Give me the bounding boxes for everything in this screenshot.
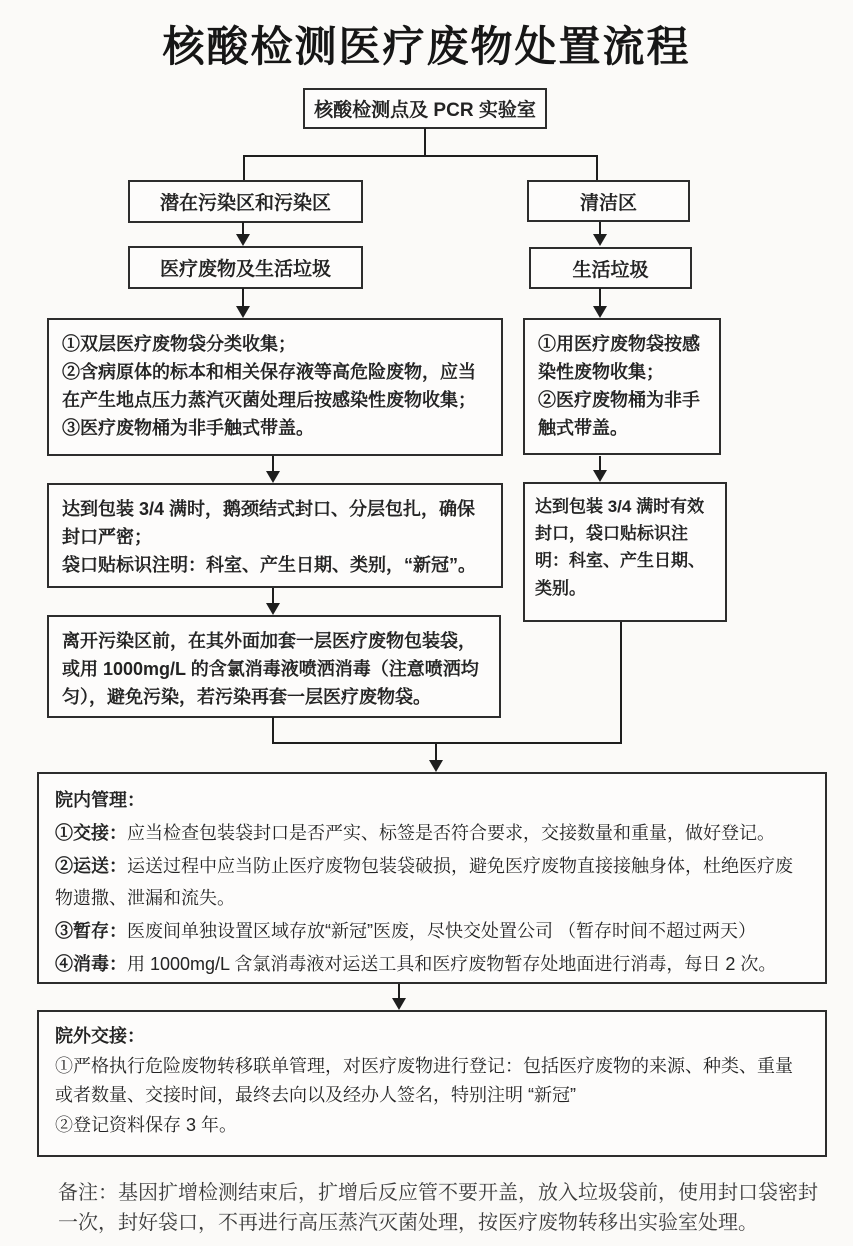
flow-connector xyxy=(424,128,426,156)
arrow-down-icon xyxy=(236,306,250,318)
leave-zone-rule-line: 离开污染区前，在其外面加套一层医疗废物包装袋，或用 1000mg/L 的含氯消毒液喷洒消毒（注意喷洒均匀），避免污染，若污染再套一层医疗废物袋。 xyxy=(62,631,479,707)
management-item-label: ②运送： xyxy=(55,855,127,876)
arrow-down-icon xyxy=(392,998,406,1010)
arrow-down-icon xyxy=(236,234,250,246)
collection-rule-line: ②含病原体的标本和相关保存液等高危险废物，应当在产生地点压力蒸汽灭菌处理后按感染性废物收集； xyxy=(62,361,476,410)
flow-connector xyxy=(272,742,622,744)
handover-item: ②登记资料保存 3 年。 xyxy=(55,1115,238,1136)
flow-connector xyxy=(243,155,245,180)
sealing-rule-line: 达到包装 3/4 满时，鹅颈结式封口、分层包扎，确保封口严密； xyxy=(62,499,476,547)
flow-box-contaminated-zone-label: 潜在污染区和污染区 xyxy=(159,193,331,214)
flow-connector xyxy=(435,744,437,761)
flow-box-left-sealing-rules xyxy=(47,483,503,588)
sealing-rule-line: 袋口贴标识注明：科室、产生日期、类别，“新冠”。 xyxy=(62,554,476,575)
management-item xyxy=(55,817,809,850)
external-handover-heading: 院外交接： xyxy=(55,1026,145,1046)
sealing-rule-line: 达到包装 3/4 满时有效封口，袋口贴标识注明：科室、产生日期、类别。 xyxy=(535,497,705,598)
flow-connector xyxy=(272,456,274,472)
management-item xyxy=(55,948,809,981)
flow-box-right-collection-rules xyxy=(523,318,721,455)
arrow-down-icon xyxy=(593,234,607,246)
hospital-management-heading: 院内管理： xyxy=(55,790,145,810)
flow-box-clean-zone-label: 清洁区 xyxy=(579,192,637,214)
arrow-down-icon xyxy=(266,603,280,615)
footer-note xyxy=(58,1178,822,1239)
flow-connector xyxy=(242,288,244,307)
flow-box-domestic-waste xyxy=(529,247,692,289)
flow-box-pcr-lab-label: 核酸检测点及 PCR 实验室 xyxy=(314,100,536,121)
flow-box-medical-and-domestic-waste xyxy=(128,246,363,289)
flow-connector xyxy=(620,622,622,744)
footer-note-text: 基因扩增检测结束后，扩增后反应管不要开盖，放入垃圾袋前，使用封口袋密封一次，封好袋口，不再进行高压蒸汽灭菌处理，按医疗废物转移出实验室处理。 xyxy=(58,1182,818,1235)
flow-box-external-handover xyxy=(37,1010,827,1157)
flow-box-left-collection-rules xyxy=(47,318,503,456)
management-item xyxy=(55,915,809,948)
arrow-down-icon xyxy=(429,760,443,772)
arrow-down-icon xyxy=(266,471,280,483)
arrow-down-icon xyxy=(593,306,607,318)
flow-connector xyxy=(244,155,598,157)
management-item-label: ①交接： xyxy=(55,822,127,843)
collection-rule-line: ①用医疗废物袋按感染性废物收集； xyxy=(538,334,700,382)
flow-connector xyxy=(596,155,598,180)
management-item-text: 医废间单独设置区域存放“新冠”医废，尽快交处置公司 （暂存时间不超过两天） xyxy=(127,921,756,941)
flow-box-domestic-waste-label: 生活垃圾 xyxy=(572,259,649,281)
page-title: 核酸检测医疗废物处置流程 xyxy=(162,23,691,70)
flow-box-clean-zone xyxy=(527,180,690,222)
handover-item: ①严格执行危险废物转移联单管理，对医疗废物进行登记：包括医疗废物的来源、种类、重量或者数量、交接时间，最终去向以及经办人签名，特别注明 “新冠” xyxy=(55,1055,793,1106)
flow-box-hospital-management xyxy=(37,772,827,984)
flow-connector xyxy=(599,288,601,307)
arrow-down-icon xyxy=(593,470,607,482)
collection-rule-line: ②医疗废物桶为非手触式带盖。 xyxy=(538,389,700,438)
flow-box-medical-and-domestic-waste-label: 医疗废物及生活垃圾 xyxy=(159,259,331,280)
flow-connector xyxy=(272,717,274,744)
management-item-text: 运送过程中应当防止医疗废物包装袋破损，避免医疗废物直接接触身体，杜绝医疗废物遗撒、泄漏和流失。 xyxy=(55,855,793,909)
management-item-text: 应当检查包装袋封口是否严实、标签是否符合要求，交接数量和重量，做好登记。 xyxy=(127,822,775,843)
footer-note-label: 备注： xyxy=(58,1182,118,1204)
management-item-label: ③暂存： xyxy=(55,921,127,941)
flow-box-contaminated-zone xyxy=(128,180,363,223)
flow-box-leave-zone-rules xyxy=(47,615,501,718)
management-item-text: 用 1000mg/L 含氯消毒液对运送工具和医疗废物暂存处地面进行消毒，每日 2 次。 xyxy=(127,953,777,974)
collection-rule-line: ③医疗废物桶为非手触式带盖。 xyxy=(62,417,314,438)
flow-connector xyxy=(272,588,274,604)
flow-box-pcr-lab xyxy=(303,88,547,129)
management-item xyxy=(55,850,809,916)
flow-connector xyxy=(599,456,601,471)
flow-box-right-sealing-rules xyxy=(523,482,727,622)
management-item-label: ④消毒： xyxy=(55,953,127,974)
collection-rule-line: ①双层医疗废物袋分类收集； xyxy=(62,334,296,354)
